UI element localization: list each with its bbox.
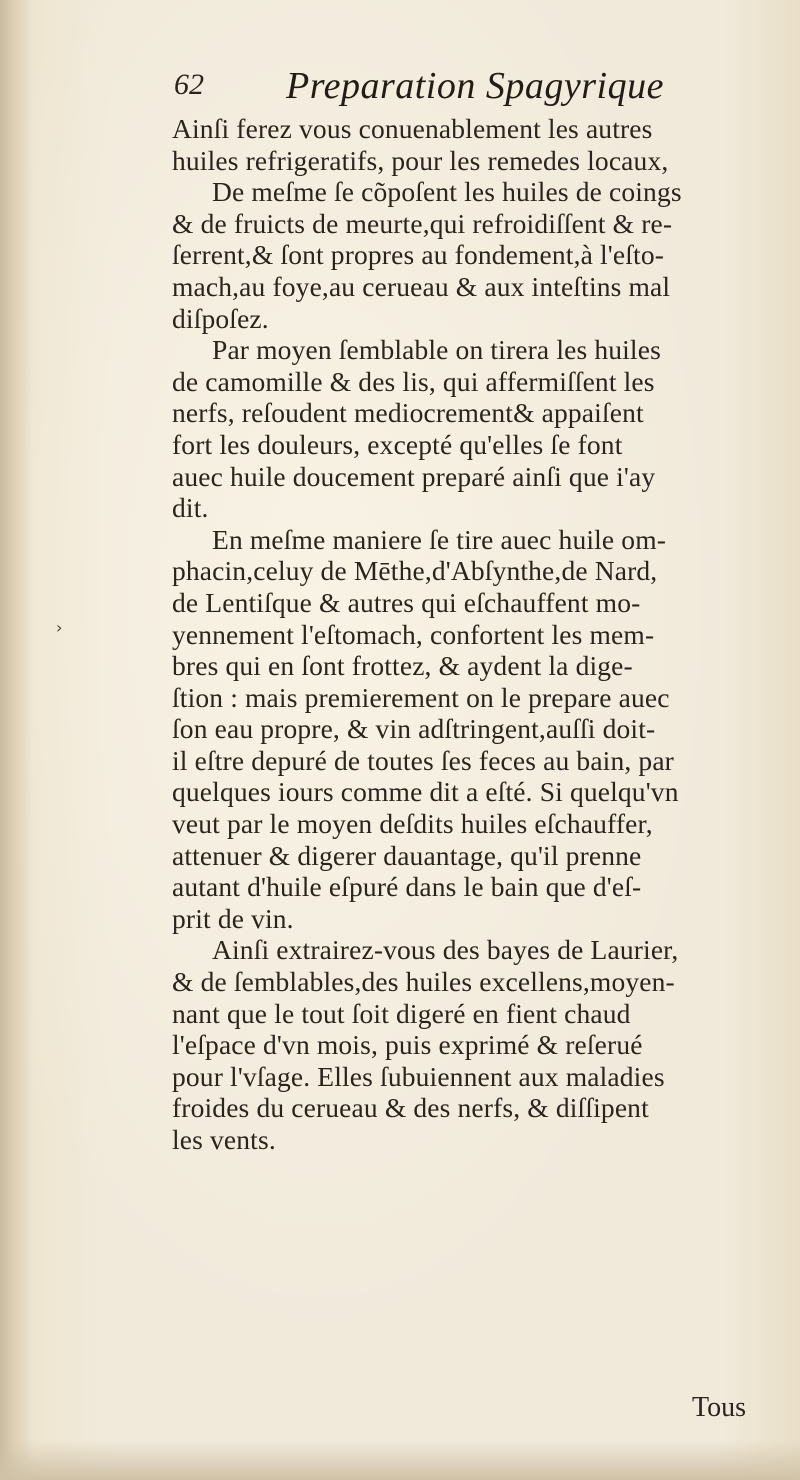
page-gutter-shadow xyxy=(0,0,32,1480)
margin-mark: › xyxy=(56,618,63,637)
page-bottom-shadow xyxy=(0,1440,800,1480)
text-line: ſerrent,& ſont propres au fondement,à l'eſto- xyxy=(172,239,665,271)
text-line: & de fruicts de meurte,qui refroidiſſent & re- xyxy=(172,207,673,239)
text-line: yennement l'eſtomach, confortent les mem- xyxy=(172,618,655,650)
text-line: attenuer & digerer dauantage, qu'il prenne xyxy=(172,839,642,871)
text-line: autant d'huile eſpuré dans le bain que d'eſ- xyxy=(172,871,642,903)
text-line: De meſme ſe cõpoſent les huiles de coings xyxy=(212,176,682,208)
text-line: nerfs, reſoudent mediocrement& appaiſent xyxy=(172,397,644,429)
text-line: dit. xyxy=(172,492,209,524)
text-line: il eſtre depuré de toutes ſes feces au bain, par xyxy=(172,744,674,776)
text-line: huiles refrigeratifs, pour les remedes locaux, xyxy=(172,144,669,176)
text-line: l'eſpace d'vn mois, puis exprimé & reſerué xyxy=(172,1029,643,1061)
text-line: En meſme maniere ſe tire auec huile om- xyxy=(212,523,667,555)
page-header xyxy=(170,62,770,114)
text-line: ſtion : mais premierement on le prepare auec xyxy=(172,681,670,713)
text-line: nant que le tout ſoit digeré en fient chaud xyxy=(172,997,631,1029)
text-line: diſpoſez. xyxy=(172,302,269,334)
body-text xyxy=(172,113,792,1156)
text-line: pour l'vſage. Elles ſubuiennent aux maladies xyxy=(172,1060,665,1092)
text-line: bres qui en ſont frottez, & aydent la dige- xyxy=(172,650,633,682)
catchword: Tous xyxy=(692,1392,747,1423)
text-line: de Lentiſque & autres qui eſchauffent mo- xyxy=(172,586,641,618)
text-line: Par moyen ſemblable on tirera les huiles xyxy=(212,334,661,366)
page-number: 62 xyxy=(174,68,204,101)
text-line: froides du cerueau & des nerfs, & diſſipent xyxy=(172,1092,649,1124)
text-line: fort les douleurs, excepté qu'elles ſe font xyxy=(172,428,623,460)
text-line: de camomille & des lis, qui affermiſſent les xyxy=(172,365,655,397)
text-line: veut par le moyen deſdits huiles eſchauffer, xyxy=(172,808,653,840)
text-line: ſon eau propre, & vin adſtringent,auſſi doit- xyxy=(172,713,656,745)
text-line: quelques iours comme dit a eſté. Si quelqu'vn xyxy=(172,776,679,808)
text-line: auec huile doucement preparé ainſi que i'ay xyxy=(172,460,656,492)
running-head: Preparation Spagyrique xyxy=(286,65,664,107)
text-line: les vents. xyxy=(172,1124,276,1155)
text-line: Ainſi extrairez-vous des bayes de Laurier, xyxy=(212,934,679,966)
text-line: phacin,celuy de Mēthe,d'Abſynthe,de Nard, xyxy=(172,555,658,587)
text-line: & de ſemblables,des huiles excellens,moyen- xyxy=(172,966,675,998)
text-line: Ainſi ferez vous conuenablement les autres xyxy=(172,113,653,144)
text-line: mach,au foye,au cerueau & aux inteſtins mal xyxy=(172,270,671,302)
text-line: prit de vin. xyxy=(172,902,294,934)
